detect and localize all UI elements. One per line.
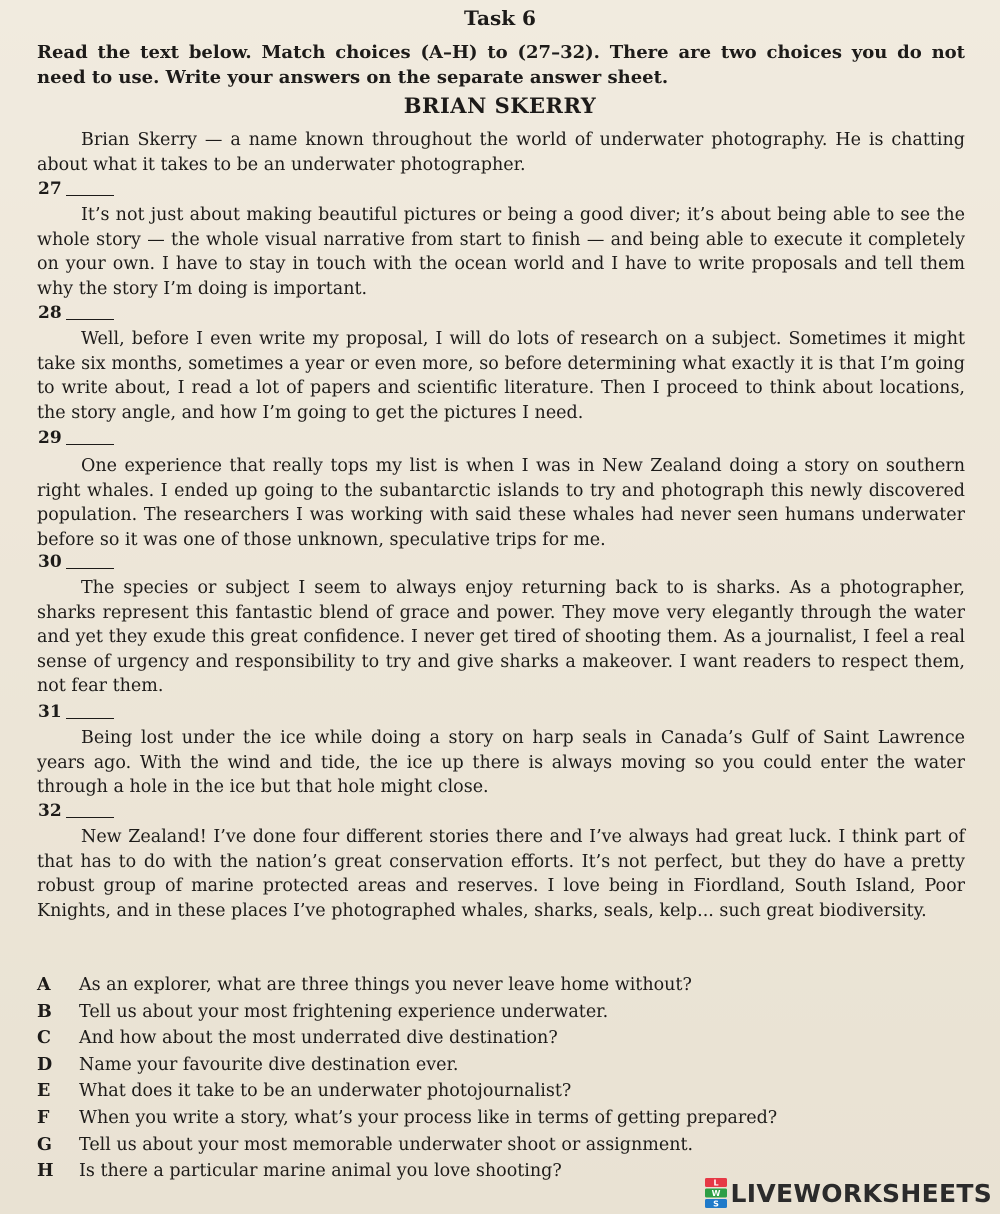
answer-paragraph: It’s not just about making beautiful pictures or being a good diver; it’s about being able to see the whole story — the whole visual narrative from start to finish — and being able to execute it completely on your own. I have to stay in touch with the ocean world and I have to write proposals and tell them why the story I’m doing is important.	[37, 205, 965, 299]
question-number: 27	[38, 179, 62, 199]
watermark-text: LIVEWORKSHEETS	[730, 1178, 992, 1208]
question-31	[38, 701, 114, 723]
question-32	[38, 800, 114, 822]
choice-a	[37, 972, 897, 999]
answer-blank[interactable]	[66, 444, 114, 445]
question-number: 29	[38, 428, 62, 448]
choice-f	[37, 1105, 897, 1132]
choice-text: When you write a story, what’s your process like in terms of getting prepared?	[79, 1107, 778, 1128]
article-title: BRIAN SKERRY	[403, 93, 597, 118]
answer-blank[interactable]	[66, 718, 114, 719]
choice-g	[37, 1132, 897, 1159]
choices-list	[37, 972, 897, 1185]
answer-paragraph: New Zealand! I’ve done four different stories there and I’ve always had great luck. I think part of that has to do with the nation’s great conservation efforts. It’s not perfect, but they do have a pretty robust group of marine protected areas and reserves. I love being in Fiordland, South Island, Poor Knights, and in these places I’ve photographed whales, sharks, seals, kelp... such great biodiversity.	[37, 827, 965, 921]
choice-letter: F	[37, 1107, 50, 1128]
choice-text: Tell us about your most memorable underwater shoot or assignment.	[79, 1134, 694, 1155]
liveworksheets-logo	[705, 1176, 992, 1210]
choice-letter: E	[37, 1081, 51, 1102]
question-number: 28	[38, 303, 62, 323]
choice-letter: G	[37, 1134, 52, 1155]
svg-text:W: W	[711, 1189, 720, 1198]
answer-blank[interactable]	[66, 319, 114, 320]
choice-e	[37, 1078, 897, 1105]
question-29	[38, 427, 114, 449]
question-number: 32	[38, 801, 62, 821]
choice-text: Name your favourite dive destination ever.	[79, 1054, 459, 1075]
answer-blank[interactable]	[66, 195, 114, 196]
choice-letter: C	[37, 1028, 51, 1049]
choice-text: As an explorer, what are three things you never leave home without?	[79, 975, 692, 995]
answer-paragraph: The species or subject I seem to always enjoy returning back to is sharks. As a photographer, sharks represent this fantastic blend of grace and power. They move very elegantly through the water and yet they exude this great confidence. I never get tired of shooting them. As a journalist, I feel a real sense of urgency and responsibility to try and give sharks a makeover. I want readers to respect them, not fear them.	[37, 578, 965, 696]
question-30	[38, 551, 114, 573]
choice-text: What does it take to be an underwater photojournalist?	[79, 1081, 572, 1102]
answer-paragraph: Well, before I even write my proposal, I will do lots of research on a subject. Sometimes it might take six months, sometimes a year or even more, so before determining what exactly it is that I’m going to write about, I read a lot of papers and scientific literature. Then I proceed to think about locations, the story angle, and how I’m going to get the pictures I need.	[37, 329, 965, 423]
answer-blank[interactable]	[66, 817, 114, 818]
answer-paragraph: Being lost under the ice while doing a story on harp seals in Canada’s Gulf of Saint Lawrence years ago. With the wind and tide, the ice up there is always moving so you could enter the water through a hole in the ice but that hole might close.	[37, 728, 965, 797]
svg-text:L: L	[712, 1178, 719, 1188]
choice-letter: B	[37, 1001, 52, 1022]
task-title: Task 6	[464, 6, 536, 30]
question-number: 30	[38, 552, 62, 572]
svg-text:S: S	[712, 1199, 719, 1208]
choice-c	[37, 1025, 897, 1052]
choice-text: Is there a particular marine animal you love shooting?	[79, 1161, 562, 1182]
answer-blank[interactable]	[66, 568, 114, 569]
choice-b	[37, 999, 897, 1026]
choice-letter: H	[37, 1161, 54, 1182]
question-28	[38, 302, 114, 324]
question-27	[38, 178, 114, 200]
choice-text: Tell us about your most frightening experience underwater.	[79, 1001, 609, 1022]
question-number: 31	[38, 702, 62, 722]
choice-letter: D	[37, 1054, 53, 1075]
choice-letter: A	[37, 975, 51, 995]
liveworksheets-logo-icon	[705, 1178, 727, 1208]
answer-paragraph: One experience that really tops my list is when I was in New Zealand doing a story on southern right whales. I ended up going to the subantarctic islands to try and photograph this newly discovered population. The researchers I was working with said these whales had never seen humans underwater before so it was one of those unknown, speculative trips for me.	[37, 456, 965, 550]
choice-text: And how about the most underrated dive destination?	[79, 1028, 558, 1049]
task-instructions: Read the text below. Match choices (A–H) to (27–32). There are two choices you do not need to use. Write your answers on the separate answer sheet.	[37, 42, 965, 88]
article-intro: Brian Skerry — a name known throughout the world of underwater photography. He is chatting about what it takes to be an underwater photographer.	[37, 130, 965, 175]
choice-d	[37, 1052, 897, 1079]
